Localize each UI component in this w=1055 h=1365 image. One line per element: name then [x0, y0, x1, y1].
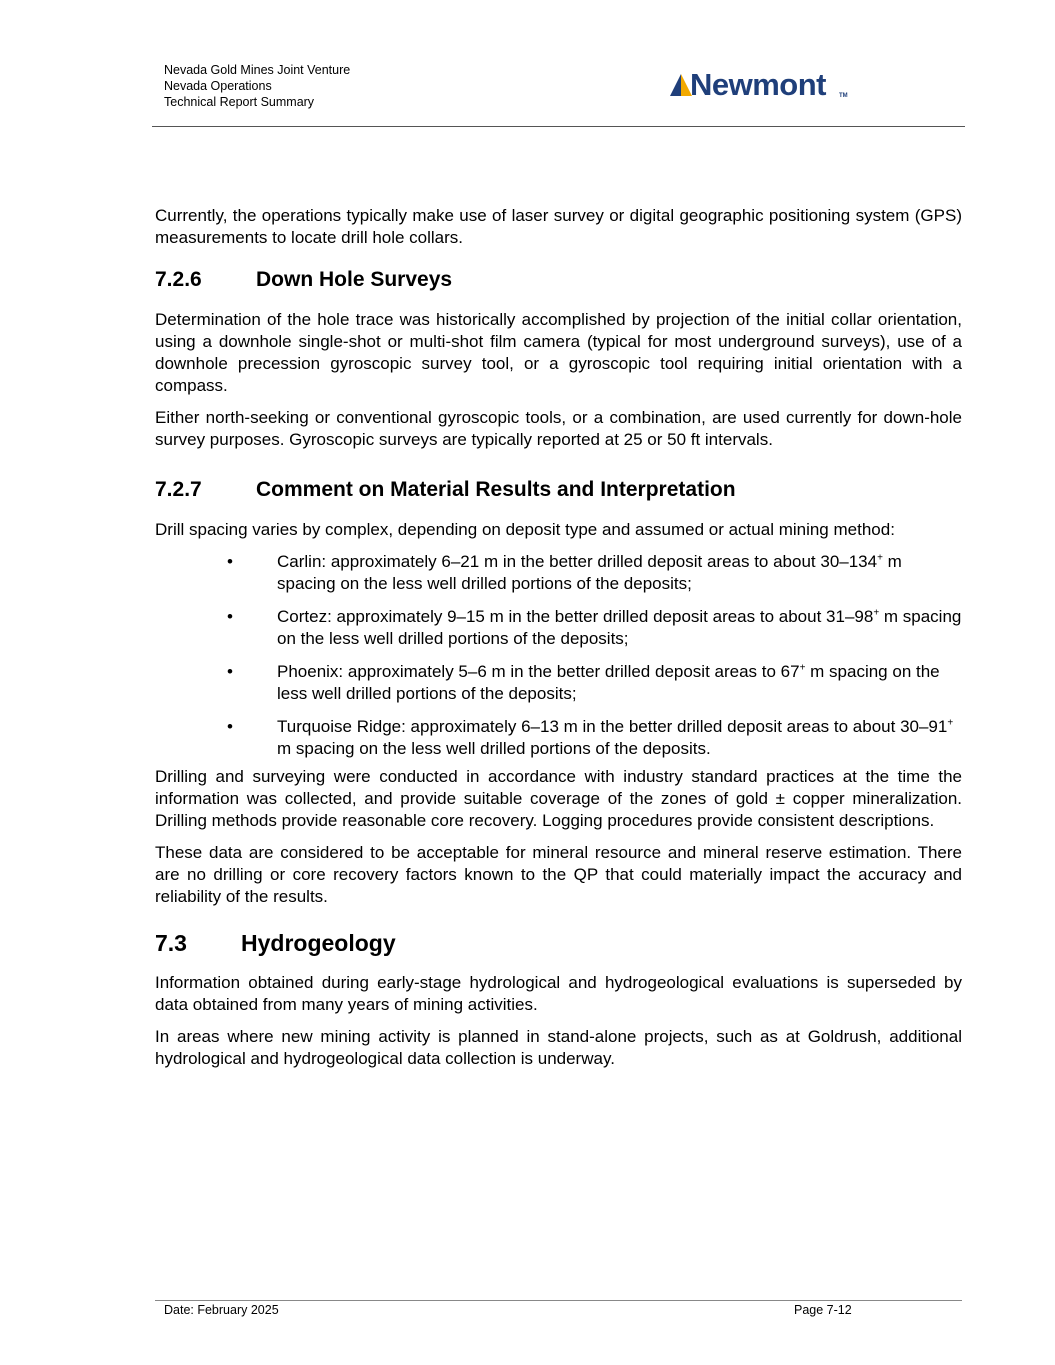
header-divider [152, 126, 965, 127]
newmont-logo [668, 68, 853, 104]
bullet-icon: • [227, 607, 233, 626]
paragraph: These data are considered to be acceptable for mineral resource and mineral reserve estimation. There are no drilling or core recovery factors known to the QP that could materially impact the accuracy and reliability of the results. [155, 843, 962, 906]
section-number: 7.3 [155, 930, 187, 956]
list-item: • Phoenix: approximately 5–6 m in the better drilled deposit areas to 67+ m spacing on the less well drilled portions of the deposits; [227, 662, 940, 703]
list-item: • Turquoise Ridge: approximately 6–13 m in the better drilled deposit areas to about 30–91+ m spacing on the less well drilled portions of the deposits. [227, 717, 954, 758]
section-7-3-heading [155, 930, 962, 956]
logo-trademark: TM [839, 93, 848, 99]
section-title: Down Hole Surveys [256, 268, 453, 291]
header-company: Nevada Gold Mines Joint Venture [164, 63, 351, 77]
footer-divider [155, 1300, 962, 1301]
drill-spacing-list [155, 551, 962, 760]
paragraph: Information obtained during early-stage hydrological and hydrogeological evaluations is superseded by data obtained from many years of mining activities. [155, 973, 962, 1014]
intro-paragraph: Currently, the operations typically make use of laser survey or digital geographic positioning system (GPS) measurements to locate drill hole collars. [155, 206, 962, 247]
section-title: Comment on Material Results and Interpretation [256, 478, 736, 501]
header-operations: Nevada Operations [164, 79, 272, 93]
paragraph: Determination of the hole trace was historically accomplished by projection of the initial collar orientation, using a downhole single-shot or multi-shot film camera (typical for most underground surveys), use of a downhole precession gyroscopic survey tool, or a gyroscopic tool requiring initial orientation with a compass. [155, 310, 962, 395]
page-body [155, 205, 962, 1080]
bullet-icon: • [227, 552, 233, 571]
section-number: 7.2.6 [155, 268, 202, 291]
list-item: • Cortez: approximately 9–15 m in the better drilled deposit areas to about 31–98+ m spacing on the less well drilled portions of the deposits; [227, 607, 962, 648]
paragraph: In areas where new mining activity is planned in stand-alone projects, such as at Goldrush, additional hydrological and hydrogeological data collection is underway. [155, 1027, 962, 1068]
logo-wordmark: Newmont [690, 67, 826, 102]
section-7-2-6-heading [155, 267, 962, 293]
header-report-type: Technical Report Summary [164, 95, 315, 109]
section-7-2-7-heading [155, 477, 962, 503]
list-item: • Carlin: approximately 6–21 m in the better drilled deposit areas to about 30–134+ m spacing on the less well drilled portions of the deposits; [227, 552, 902, 593]
bullet-icon: • [227, 717, 233, 736]
document-header [164, 62, 350, 110]
paragraph: Either north-seeking or conventional gyroscopic tools, or a combination, are used currently for down-hole survey purposes. Gyroscopic surveys are typically reported at 25 or 50 ft intervals. [155, 408, 962, 449]
paragraph: Drilling and surveying were conducted in accordance with industry standard practices at the time the information was collected, and provide suitable coverage of the zones of gold ± copper mineralization. Drilling methods provide reasonable core recovery. Logging procedures provide consistent descriptions. [155, 767, 962, 830]
bullet-icon: • [227, 662, 233, 681]
section-title: Hydrogeology [241, 930, 396, 956]
paragraph: Drill spacing varies by complex, depending on deposit type and assumed or actual mining method: [155, 520, 895, 539]
page-number: Page 7-12 [794, 1303, 852, 1317]
footer-date: Date: February 2025 [164, 1303, 279, 1317]
section-number: 7.2.7 [155, 478, 202, 501]
